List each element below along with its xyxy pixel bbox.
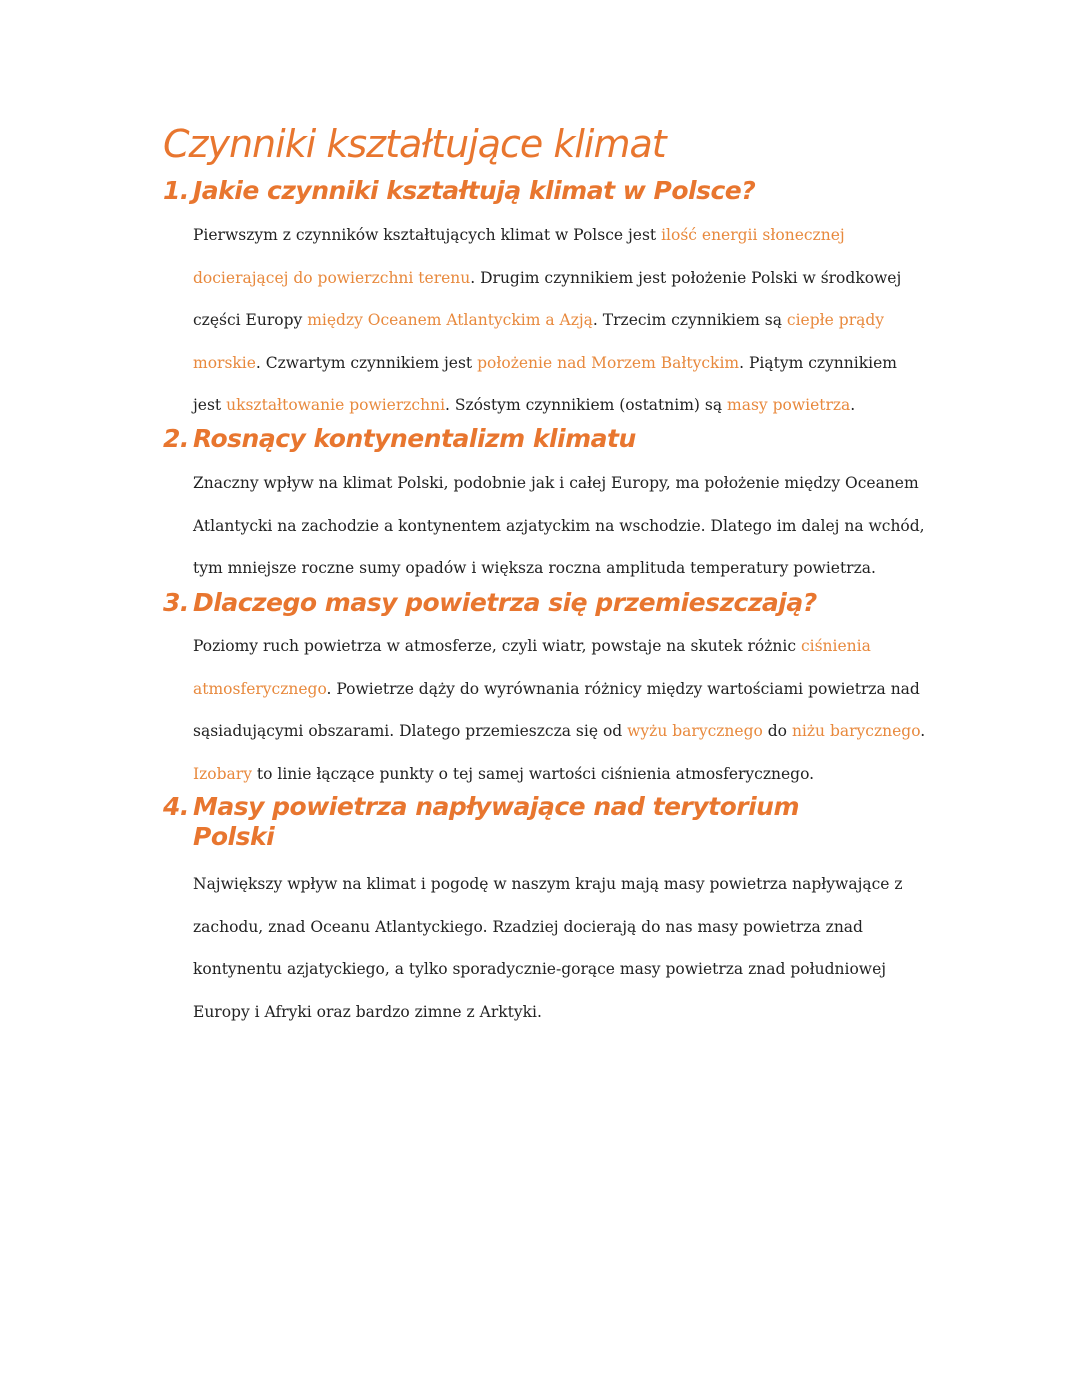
highlighted-term: ciepłe prądy morskie: [193, 311, 885, 372]
section-number-2: 2.: [163, 424, 189, 453]
paragraph-text: . Drugim czynnikiem jest położenie Polski w środkowej części Europy: [193, 268, 902, 329]
section-paragraph-1: [193, 214, 928, 427]
section-heading-4: [163, 792, 799, 852]
section-heading-text-2: Rosnący kontynentalizm klimatu: [193, 424, 636, 453]
section-number-1: 1.: [163, 176, 189, 205]
paragraph-text: Poziomy ruch powietrza w atmosferze, czyli wiatr, powstaje na skutek różnic: [193, 637, 801, 655]
section-heading-3: [163, 588, 817, 618]
section-heading-continuation-4: Polski: [193, 822, 275, 851]
section-heading-1: [163, 176, 755, 206]
paragraph-text: .: [920, 722, 926, 740]
paragraph-text: Największy wpływ na klimat i pogodę w naszym kraju mają masy powietrza napływające z zachodu, znad Oceanu Atlantyckiego. Rzadziej docierają do nas masy powietrza znad kontynentu azjatyckiego, a tylko sporadycznie-gorące masy powietrza znad południowej Europy i Afryki oraz bardzo zimne z Arktyki.: [193, 875, 903, 1021]
section-heading-2: [163, 424, 636, 454]
highlighted-term: ilość energii słonecznej docierającej do powierzchni terenu: [193, 226, 845, 287]
paragraph-text: . Czwartym czynnikiem jest: [255, 353, 478, 372]
highlighted-term: położenie nad Morzem Bałtyckim: [477, 353, 740, 372]
section-paragraph-3: [193, 625, 928, 795]
document-title: Czynniki kształtujące klimat: [163, 122, 666, 166]
section-number-3: 3.: [163, 588, 189, 617]
highlighted-term: ukształtowanie powierzchni: [226, 396, 446, 414]
paragraph-text: to linie łączące punkty o tej samej wartości ciśnienia atmosferycznego.: [251, 764, 815, 783]
paragraph-text: . Szóstym czynnikiem (ostatnim) są: [445, 396, 728, 414]
section-heading-text-4: Masy powietrza napływające nad terytorium: [193, 792, 800, 821]
highlighted-term: ciśnienia atmosferycznego: [193, 637, 871, 698]
paragraph-text: . Powietrze dąży do wyrównania różnicy między wartościami powietrza nad sąsiadującymi obszarami. Dlatego przemieszcza się od: [193, 679, 920, 740]
paragraph-text: do: [762, 722, 792, 740]
section-heading-text-3: Dlaczego masy powietrza się przemieszczają?: [193, 588, 817, 617]
paragraph-text: Pierwszym z czynników kształtujących klimat w Polsce jest: [193, 226, 662, 244]
paragraph-text: . Piątym czynnikiem jest: [193, 353, 897, 414]
section-paragraph-4: [193, 863, 928, 1033]
highlighted-term: niżu barycznego: [791, 722, 921, 740]
section-number-4: 4.: [163, 792, 189, 821]
highlighted-term: masy powietrza: [727, 396, 851, 414]
highlighted-term: Izobary: [193, 764, 252, 783]
section-heading-text-1: Jakie czynniki kształtują klimat w Polsce?: [193, 176, 756, 205]
highlighted-term: wyżu barycznego: [627, 722, 763, 740]
paragraph-text: .: [850, 396, 856, 414]
section-paragraph-2: [193, 462, 928, 590]
paragraph-text: . Trzecim czynnikiem są: [592, 311, 787, 329]
paragraph-text: Znaczny wpływ na klimat Polski, podobnie jak i całej Europy, ma położenie między Oceanem Atlantycki na zachodzie a kontynentem azjatyckim na wschodzie. Dlatego im dalej na wchód, tym mniejsze roczne sumy opadów i większa roczna amplituda temperatury powietrza.: [193, 474, 925, 577]
highlighted-term: między Oceanem Atlantyckim a Azją: [307, 311, 593, 329]
